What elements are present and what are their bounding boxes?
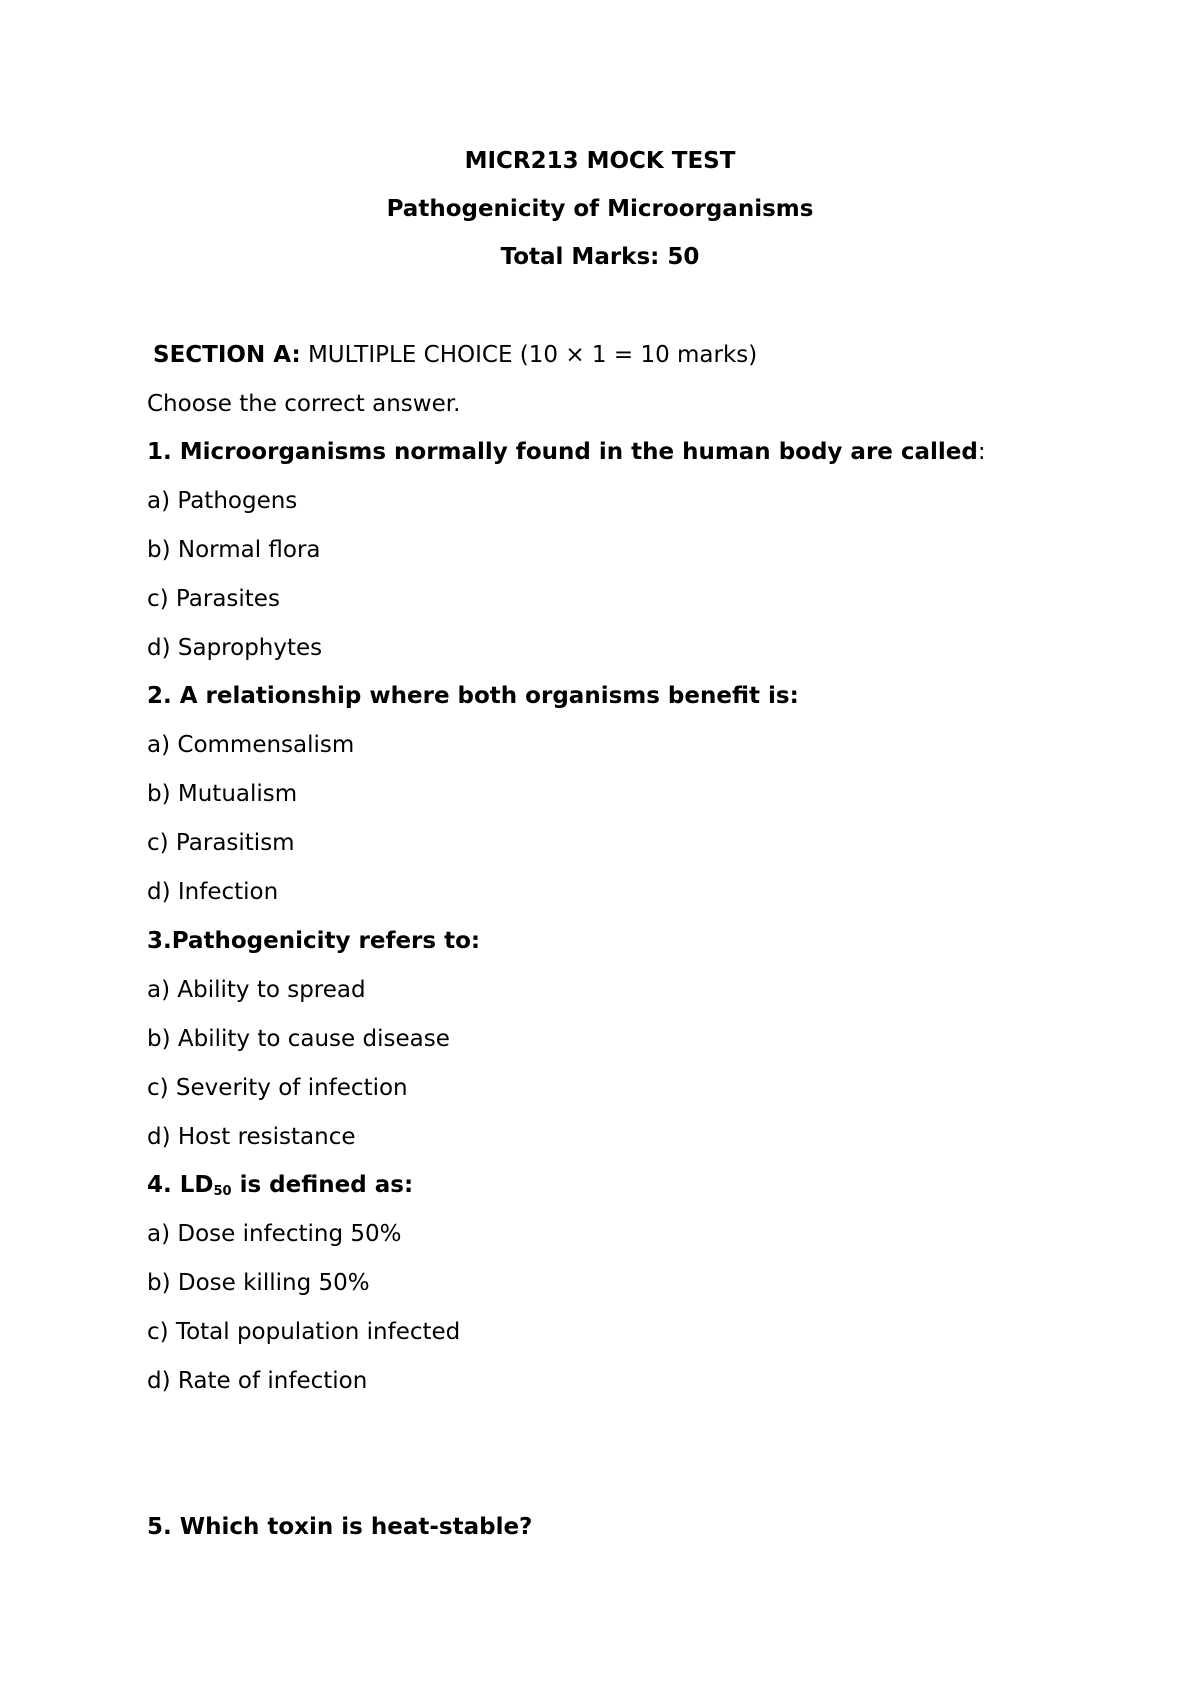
question-3-option-d: d) Host resistance <box>147 1124 356 1150</box>
question-2-option-d: d) Infection <box>147 879 279 905</box>
question-3-option-a: a) Ability to spread <box>147 977 366 1003</box>
total-marks: Total Marks: 50 <box>500 244 700 270</box>
question-3-option-b: b) Ability to cause disease <box>147 1026 450 1052</box>
question-4-subscript: 50 <box>213 1184 232 1199</box>
question-3-text: 3.Pathogenicity refers to: <box>147 928 481 954</box>
question-1-option-c: c) Parasites <box>147 586 280 612</box>
section-a-heading <box>153 340 757 370</box>
question-4-text <box>147 1170 413 1207</box>
question-2-option-b: b) Mutualism <box>147 781 298 807</box>
question-1-option-d: d) Saprophytes <box>147 635 323 661</box>
question-4-option-a: a) Dose infecting 50% <box>147 1221 402 1247</box>
question-4-option-b: b) Dose killing 50% <box>147 1270 370 1296</box>
question-2-option-a: a) Commensalism <box>147 732 355 758</box>
section-a-label: SECTION A: <box>153 342 301 368</box>
section-a-description: MULTIPLE CHOICE (10 × 1 = 10 marks) <box>307 342 758 368</box>
question-1 <box>147 437 986 467</box>
question-1-text: 1. Microorganisms normally found in the human body are called <box>147 439 978 465</box>
question-2-option-c: c) Parasitism <box>147 830 295 856</box>
section-a-instruction: Choose the correct answer. <box>147 391 461 417</box>
test-title: MICR213 MOCK TEST <box>464 148 736 174</box>
question-4-suffix: is defined as: <box>231 1172 414 1198</box>
question-4-option-c: c) Total population infected <box>147 1319 461 1345</box>
question-3-option-c: c) Severity of infection <box>147 1075 408 1101</box>
question-4-option-d: d) Rate of infection <box>147 1368 368 1394</box>
question-2-text: 2. A relationship where both organisms benefit is: <box>147 683 799 709</box>
question-1-option-a: a) Pathogens <box>147 488 298 514</box>
question-1-option-b: b) Normal flora <box>147 537 321 563</box>
question-5-text: 5. Which toxin is heat-stable? <box>147 1514 533 1540</box>
question-4-prefix: 4. LD <box>147 1172 214 1198</box>
question-1-suffix: : <box>977 439 986 465</box>
test-subtitle: Pathogenicity of Microorganisms <box>386 196 814 222</box>
